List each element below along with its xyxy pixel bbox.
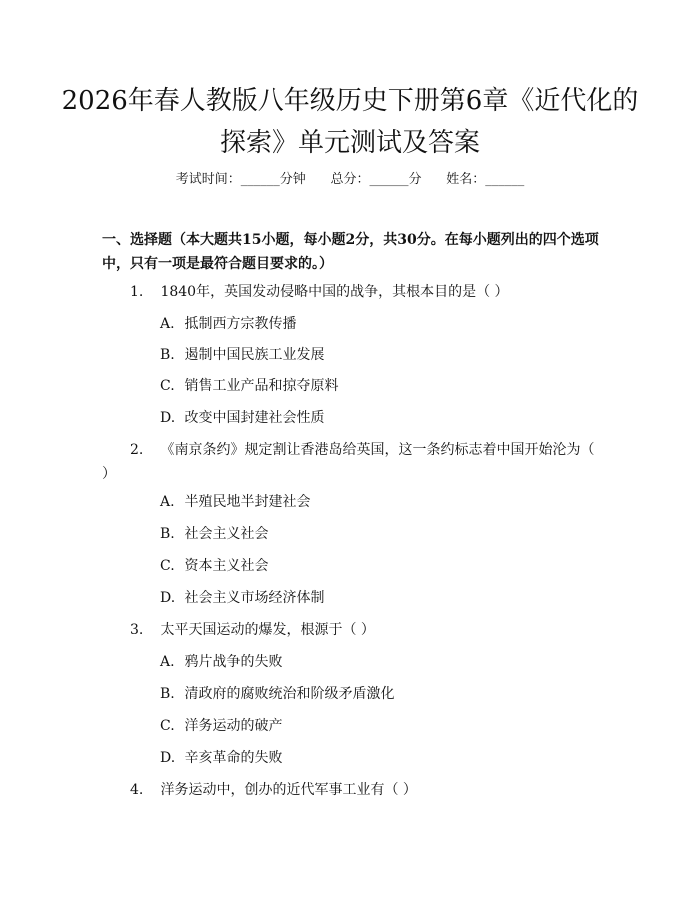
option-text: 资本主义社会 xyxy=(184,558,269,574)
option-1a xyxy=(160,312,600,336)
option-letter: B. xyxy=(160,686,175,702)
option-text: 清政府的腐败统治和阶级矛盾激化 xyxy=(184,686,395,702)
exam-info-line: 考试时间：______分钟 总分：______分 姓名：______ xyxy=(175,172,525,187)
option-text: 遏制中国民族工业发展 xyxy=(184,347,325,363)
option-2c xyxy=(160,554,600,578)
option-3b xyxy=(160,682,600,706)
question-number: 1. xyxy=(130,284,144,300)
option-text: 洋务运动的破产 xyxy=(184,718,283,734)
option-3c xyxy=(160,714,600,738)
option-text: 改变中国封建社会性质 xyxy=(184,410,325,426)
question-stem: 太平天国运动的爆发，根源于（ ） xyxy=(160,622,375,638)
question-number: 3. xyxy=(130,622,144,638)
option-1c xyxy=(160,374,600,398)
option-text: 辛亥革命的失败 xyxy=(184,750,283,766)
option-text: 鸦片战争的失败 xyxy=(184,654,283,670)
question-4 xyxy=(102,778,602,802)
question-2 xyxy=(102,438,602,486)
question-stem: 洋务运动中，创办的近代军事工业有（ ） xyxy=(160,782,417,798)
option-letter: B. xyxy=(160,347,175,363)
question-number: 2. xyxy=(130,442,144,458)
option-letter: C. xyxy=(160,378,175,394)
option-2a xyxy=(160,490,600,514)
option-2d xyxy=(160,586,600,610)
question-3 xyxy=(102,618,602,642)
option-text: 半殖民地半封建社会 xyxy=(184,494,311,510)
question-1 xyxy=(102,280,602,304)
option-2b xyxy=(160,522,600,546)
option-1d xyxy=(160,406,600,430)
document-title: 2026年春人教版八年级历史下册第6章《近代化的探索》单元测试及答案 xyxy=(61,86,639,158)
option-letter: D. xyxy=(160,410,176,426)
option-letter: C. xyxy=(160,558,175,574)
option-3d xyxy=(160,746,600,770)
option-letter: A. xyxy=(160,654,175,670)
option-text: 社会主义社会 xyxy=(184,526,269,542)
option-letter: D. xyxy=(160,750,176,766)
option-letter: B. xyxy=(160,526,175,542)
section-heading: 一、选择题（本大题共15小题，每小题2分，共30分。在每小题列出的四个选项中，只有一项是最符合题目要求的。） xyxy=(102,232,599,272)
option-letter: D. xyxy=(160,590,176,606)
option-letter: A. xyxy=(160,316,175,332)
option-text: 销售工业产品和掠夺原料 xyxy=(184,378,339,394)
option-3a xyxy=(160,650,600,674)
option-text: 抵制西方宗教传播 xyxy=(184,316,297,332)
option-letter: C. xyxy=(160,718,175,734)
option-letter: A. xyxy=(160,494,175,510)
option-text: 社会主义市场经济体制 xyxy=(184,590,325,606)
question-number: 4. xyxy=(130,782,144,798)
question-stem: 《南京条约》规定割让香港岛给英国，这一条约标志着中国开始沦为（ ） xyxy=(102,442,595,482)
option-1b xyxy=(160,343,600,367)
question-stem: 1840年，英国发动侵略中国的战争，其根本目的是（ ） xyxy=(160,284,509,300)
